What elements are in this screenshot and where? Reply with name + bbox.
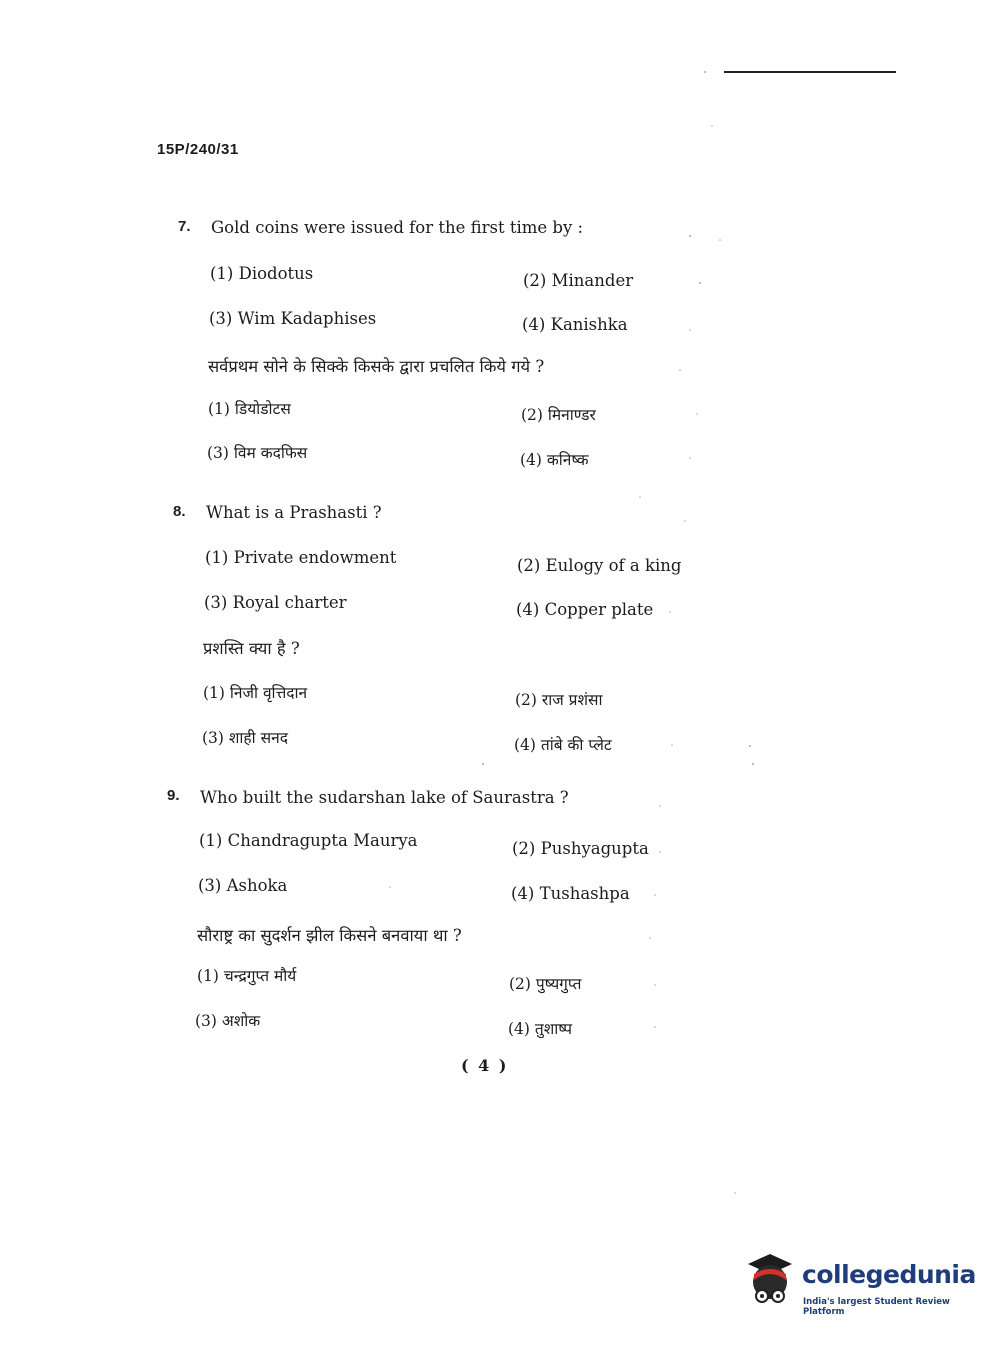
option-hi-1: (1) निजी वृत्तिदान <box>203 684 308 702</box>
option-en-2: (2) Minander <box>523 271 634 290</box>
option-en-3: (3) Ashoka <box>198 876 288 895</box>
question-number: 7. <box>178 218 191 235</box>
option-en-4: (4) Kanishka <box>522 315 628 334</box>
question-text-en: Who built the sudarshan lake of Saurastra ? <box>200 788 569 807</box>
option-hi-4: (4) तुशाष्प <box>508 1020 573 1038</box>
question-text-hi: सर्वप्रथम सोने के सिक्के किसके द्वारा प्रचलित किये गये ? <box>208 357 545 376</box>
option-hi-3: (3) अशोक <box>195 1012 261 1030</box>
mascot-icon <box>740 1250 802 1316</box>
question-text-hi: प्रशस्ति क्या है ? <box>203 639 300 658</box>
option-hi-2: (2) पुष्यगुप्त <box>509 975 582 993</box>
logo-name: collegedunia <box>802 1260 976 1289</box>
option-en-2: (2) Pushyagupta <box>512 839 649 858</box>
option-en-1: (1) Private endowment <box>205 548 397 567</box>
option-en-3: (3) Royal charter <box>204 593 347 612</box>
option-hi-3: (3) विम कदफिस <box>207 444 308 462</box>
option-hi-2: (2) राज प्रशंसा <box>515 691 603 709</box>
paper-code: 15P/240/31 <box>157 141 239 158</box>
question-text-hi: सौराष्ट्र का सुदर्शन झील किसने बनवाया था ? <box>197 926 462 945</box>
option-hi-4: (4) तांबे की प्लेट <box>514 736 612 754</box>
option-en-4: (4) Tushashpa <box>511 884 630 903</box>
option-en-1: (1) Chandragupta Maurya <box>199 831 418 850</box>
option-hi-4: (4) कनिष्क <box>520 451 589 469</box>
option-en-3: (3) Wim Kadaphises <box>209 309 377 328</box>
logo-tagline: India's largest Student Review Platform <box>803 1297 950 1317</box>
question-text-en: Gold coins were issued for the first time by : <box>211 218 584 237</box>
option-hi-1: (1) चन्द्रगुप्त मौर्य <box>197 967 297 985</box>
option-hi-3: (3) शाही सनद <box>202 729 288 747</box>
question-number: 8. <box>173 503 186 520</box>
question-text-en: What is a Prashasti ? <box>206 503 382 522</box>
question-number: 9. <box>167 787 180 804</box>
option-en-2: (2) Eulogy of a king <box>517 556 682 575</box>
option-hi-2: (2) मिनाण्डर <box>521 406 596 424</box>
top-rule <box>724 71 896 73</box>
collegedunia-logo <box>740 1250 976 1320</box>
option-hi-1: (1) डियोडोटस <box>208 400 291 418</box>
option-en-1: (1) Diodotus <box>210 264 314 283</box>
option-en-4: (4) Copper plate <box>516 600 654 619</box>
page-number: ( 4 ) <box>461 1056 509 1075</box>
